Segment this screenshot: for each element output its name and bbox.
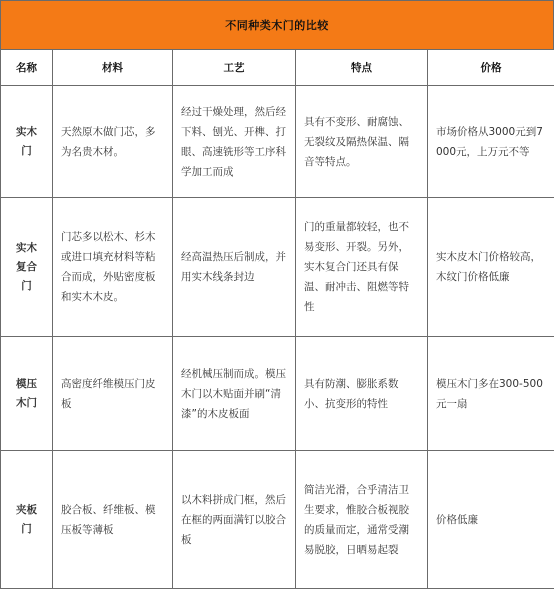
- process-text: 经高温热压后制成，并用实木线条封边: [181, 247, 287, 287]
- row-name-cell: [1, 337, 53, 451]
- material-cell: [53, 198, 173, 337]
- price-cell: [428, 198, 554, 337]
- header-material: 材料: [53, 50, 173, 86]
- price-text: 市场价格从3000元到7000元，上万元不等: [436, 122, 546, 162]
- comparison-table: [0, 49, 554, 589]
- material-text: 门芯多以松木、杉木或进口填充材料等粘合而成，外贴密度板和实木木皮。: [61, 227, 164, 307]
- feature-cell: [296, 337, 428, 451]
- material-cell: [53, 451, 173, 589]
- header-name: 名称: [1, 50, 53, 86]
- row-name-cell: [1, 451, 53, 589]
- table-row: [1, 198, 554, 337]
- feature-text: 简洁光滑，合乎清洁卫生要求，惟胶合板视胶的质量而定，通常受潮易脱胶，日晒易起裂: [304, 480, 419, 560]
- material-text: 天然原木做门芯，多为名贵木材。: [61, 122, 164, 162]
- row-name: 模压木门: [13, 375, 41, 413]
- title-bar: [0, 0, 554, 50]
- header-feature: 特点: [296, 50, 428, 86]
- row-name: 夹板门: [13, 501, 41, 539]
- feature-text: 门的重量都较轻，也不易变形、开裂。另外，实木复合门还具有保温、耐冲击、阻燃等特性: [304, 217, 419, 317]
- price-cell: [428, 86, 554, 198]
- feature-text: 具有不变形、耐腐蚀、无裂纹及隔热保温、隔音等特点。: [304, 112, 419, 172]
- table-row: [1, 451, 554, 589]
- process-cell: [173, 198, 296, 337]
- material-text: 高密度纤维模压门皮板: [61, 374, 164, 414]
- price-text: 价格低廉: [436, 510, 546, 530]
- material-text: 胶合板、纤维板、模压板等薄板: [61, 500, 164, 540]
- header-process: 工艺: [173, 50, 296, 86]
- process-text: 经过干燥处理，然后经下料、刨光、开榫、打眼、高速铣形等工序科学加工而成: [181, 102, 287, 182]
- row-name: 实木复合门: [13, 239, 41, 296]
- process-cell: [173, 86, 296, 198]
- table-row: [1, 337, 554, 451]
- feature-cell: [296, 451, 428, 589]
- row-name: 实木门: [13, 123, 41, 161]
- table-title: 不同种类木门的比较: [225, 17, 329, 33]
- process-text: 经机械压制而成。模压木门以木贴面并刷“清漆”的木皮板面: [181, 364, 287, 424]
- feature-text: 具有防潮、膨胀系数小、抗变形的特性: [304, 374, 419, 414]
- price-text: 模压木门多在300-500元一扇: [436, 374, 546, 414]
- process-cell: [173, 451, 296, 589]
- process-text: 以木料拼成门框，然后在框的两面满钉以胶合板: [181, 490, 287, 550]
- process-cell: [173, 337, 296, 451]
- price-text: 实木皮木门价格较高，木纹门价格低廉: [436, 247, 546, 287]
- material-cell: [53, 337, 173, 451]
- feature-cell: [296, 86, 428, 198]
- header-price: 价格: [428, 50, 554, 86]
- price-cell: [428, 451, 554, 589]
- row-name-cell: [1, 86, 53, 198]
- material-cell: [53, 86, 173, 198]
- price-cell: [428, 337, 554, 451]
- feature-cell: [296, 198, 428, 337]
- table-row: [1, 86, 554, 198]
- row-name-cell: [1, 198, 53, 337]
- header-row: [1, 50, 554, 86]
